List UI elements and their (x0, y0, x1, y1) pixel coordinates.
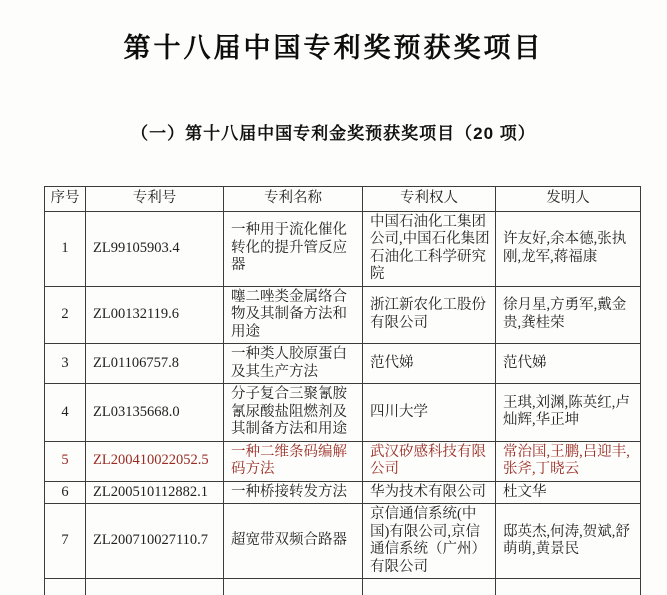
cell-patent-number: ZL03135668.0 (86, 384, 224, 442)
document-page (0, 26, 667, 595)
cell-patent-name: 超宽带双频合路器 (224, 504, 363, 579)
patent-table (44, 186, 641, 595)
cell-patent-name: 一种桥接转发方法 (224, 481, 363, 504)
table-row (45, 286, 641, 344)
column-header-patent-name: 专利名称 (224, 187, 363, 212)
cell-inventors: 邸英杰,何涛,贺斌,舒萌萌,黄景民 (496, 504, 641, 579)
table-header-row (45, 187, 641, 212)
cell-patentee (363, 579, 496, 595)
cell-index: 2 (45, 286, 86, 344)
cell-patent-name (224, 579, 363, 595)
table-row (45, 441, 641, 481)
cell-patent-number: ZL200410022052.5 (86, 441, 224, 481)
cell-patent-number: ZL200710027110.7 (86, 504, 224, 579)
cell-index: 4 (45, 384, 86, 442)
page-title: 第十八届中国专利奖预获奖项目 (0, 26, 667, 65)
cell-patent-name: 一种类人胶原蛋白及其生产方法 (224, 344, 363, 384)
cell-patent-name: 分子复合三聚氰胺氰尿酸盐阻燃剂及其制备方法和用途 (224, 384, 363, 442)
column-header-inventors: 发明人 (496, 187, 641, 212)
section-subtitle: （一）第十八届中国专利金奖预获奖项目（20 项） (0, 119, 667, 144)
cell-inventors: 杜文华 (496, 481, 641, 504)
cell-index (45, 579, 86, 595)
table-row (45, 504, 641, 579)
cell-patent-number (86, 579, 224, 595)
column-header-index: 序号 (45, 187, 86, 212)
table-row-cutoff (45, 579, 641, 595)
cell-patent-name: 噻二唑类金属络合物及其制备方法和用途 (224, 286, 363, 344)
table-row (45, 344, 641, 384)
cell-index: 6 (45, 481, 86, 504)
cell-index: 3 (45, 344, 86, 384)
cell-patentee: 范代娣 (363, 344, 496, 384)
cell-inventors (496, 579, 641, 595)
cell-patent-name: 一种用于流化催化转化的提升管反应器 (224, 211, 363, 286)
cell-inventors: 常治国,王鹏,吕迎丰,张斧,丁晓云 (496, 441, 641, 481)
column-header-patentee: 专利权人 (363, 187, 496, 212)
cell-index: 1 (45, 211, 86, 286)
cell-index: 5 (45, 441, 86, 481)
table-row (45, 211, 641, 286)
cell-patent-number: ZL01106757.8 (86, 344, 224, 384)
table-row (45, 384, 641, 442)
table-row (45, 481, 641, 504)
cell-inventors: 范代娣 (496, 344, 641, 384)
cell-patent-number: ZL00132119.6 (86, 286, 224, 344)
cell-patent-name: 一种二维条码编解码方法 (224, 441, 363, 481)
cell-patent-number: ZL200510112882.1 (86, 481, 224, 504)
cell-patentee: 四川大学 (363, 384, 496, 442)
cell-inventors: 王琪,刘渊,陈英红,卢灿辉,华正坤 (496, 384, 641, 442)
column-header-patent-number: 专利号 (86, 187, 224, 212)
cell-inventors: 徐月星,方勇军,戴金贵,龚桂荣 (496, 286, 641, 344)
cell-index: 7 (45, 504, 86, 579)
cell-inventors: 许友好,余本德,张执刚,龙军,蒋福康 (496, 211, 641, 286)
cell-patentee: 浙江新农化工股份有限公司 (363, 286, 496, 344)
cell-patentee: 中国石油化工集团公司,中国石化集团石油化工科学研究院 (363, 211, 496, 286)
cell-patentee: 京信通信系统(中国)有限公司,京信通信系统（广州）有限公司 (363, 504, 496, 579)
cell-patentee: 武汉矽感科技有限公司 (363, 441, 496, 481)
cell-patentee: 华为技术有限公司 (363, 481, 496, 504)
cell-patent-number: ZL99105903.4 (86, 211, 224, 286)
